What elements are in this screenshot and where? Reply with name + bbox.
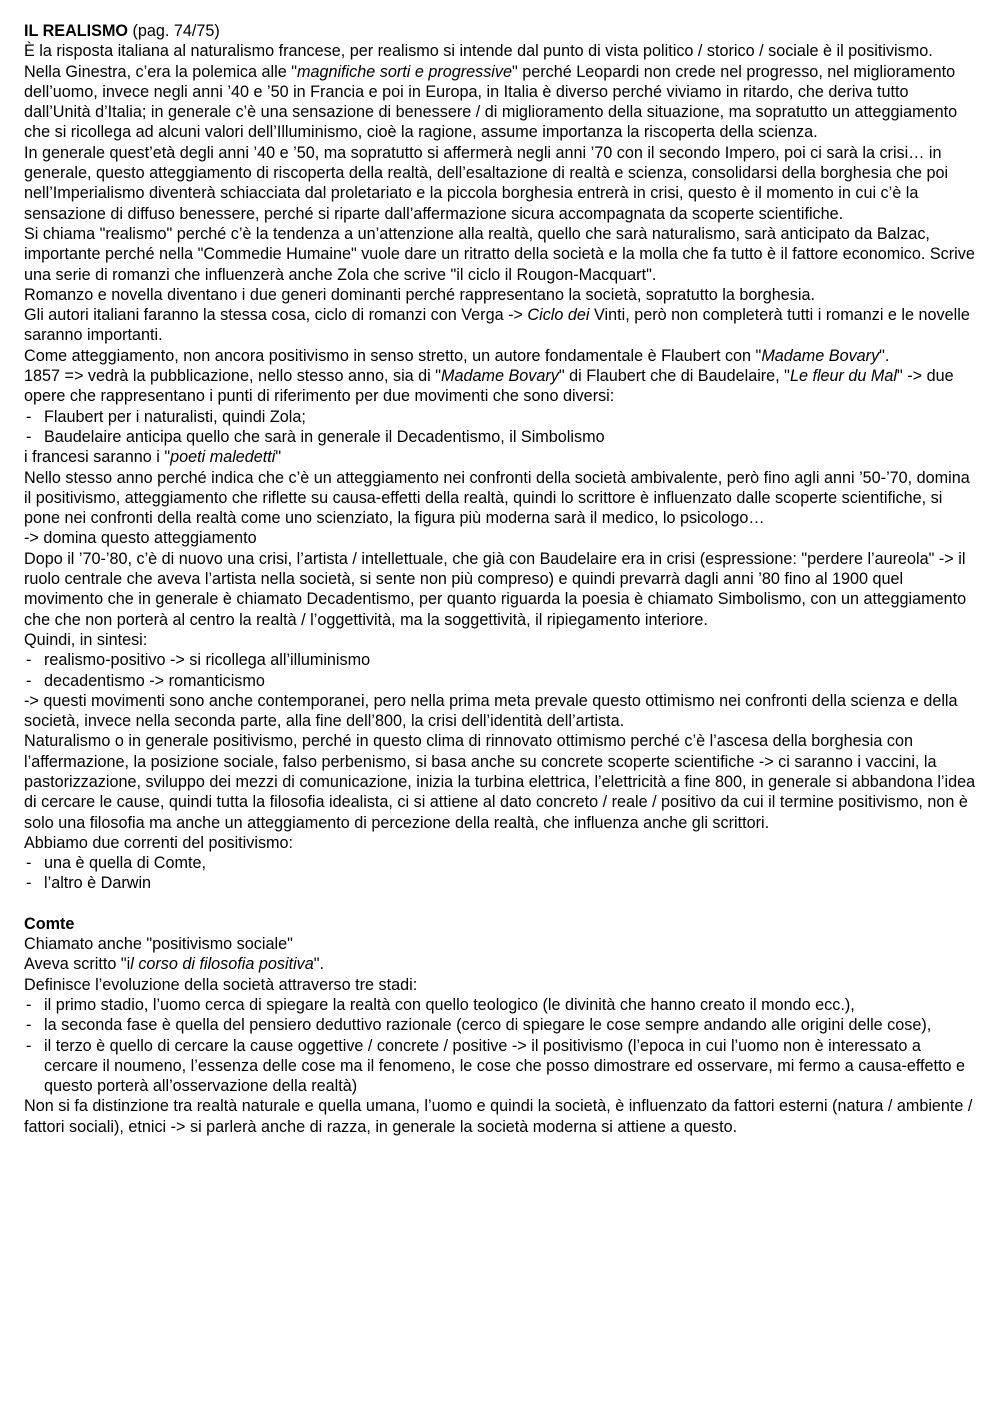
paragraph <box>24 447 978 467</box>
list-item <box>24 427 978 447</box>
text-run: Naturalismo o in generale positivismo, perché in questo clima di rinnovato ottimismo perché c’è l’ascesa della borghesia con l’affermazione, la posizione sociale, falso perbenismo, si basa anche su concrete scoperte scientifiche -> ci saranno i vaccini, la pastorizzazione, sviluppo dei mezzi di comunicazione, inizia la turbina elettrica, l’elettricità a fine 800, in generale si abbandona l’idea di cercare le cause, quindi tutta la filosofia idealista, ci si attiene al dato concreto / reale / positivo da cui il termine positivismo, non è solo una filosofia ma anche un atteggiamento di percezione della realtà, che influenza anche gli scrittori. <box>24 732 980 832</box>
text-run: Gli autori italiani faranno la stessa cosa, ciclo di romanzi con Verga -> <box>24 306 528 325</box>
paragraph <box>24 975 978 995</box>
text-run: Si chiama "realismo" perché c’è la tendenza a un’attenzione alla realtà, quello che sarà naturalismo, sarà anticipato da Balzac, importante perché nella "Commedie Humaine" vuole dare un ritratto della società e la molla che fa tutto è il fattore economico. Scrive una serie di romanzi che influenzerà anche Zola che scrive "il ciclo il Rougon-Macquart". <box>24 224 980 284</box>
text-run: Baudelaire anticipa quello che sarà in generale il Decadentismo, il Simbolismo <box>44 427 605 446</box>
list-item <box>24 671 978 691</box>
text-run: Dopo il ’70-’80, c’è di nuovo una crisi, l’artista / intellettuale, che già con Baudelaire era in crisi (espressione: "perdere l’aureola" -> il ruolo centrale che aveva l’artista nella società, si sente non più compreso) e quindi prevarrà dagli anni ’80 fino al 1900 quel movimento che in generale è chiamato Decadentismo, per quanto riguarda la poesia è chiamato Simbolismo, con un atteggiamento che che non porterà al centro la realtà / l’oggettività, ma la soggettività, il ripiegamento interiore. <box>24 549 971 629</box>
list-item <box>24 407 978 427</box>
text-run: Aveva scritto "i <box>24 955 131 974</box>
text-run: Nello stesso anno perché indica che c’è un atteggiamento nei confronti della società ambivalente, però fino agli anni ’50-’70, domina il positivismo, atteggiamento che riflette su causa-effetti della realtà, quindi lo scrittore è influenzato dalle scoperte scientifiche, si pone nei confronti della realtà come uno scienziato, la figura più moderna sarà il medico, lo psicologo… <box>24 468 975 528</box>
document-title <box>24 21 978 41</box>
italic-text: Le fleur du Mal <box>789 367 898 386</box>
italic-text: l corso di filosofia positiva <box>130 955 314 974</box>
paragraph <box>24 41 978 61</box>
section-heading <box>24 914 978 934</box>
paragraph <box>24 731 978 832</box>
paragraph <box>24 528 978 548</box>
paragraph <box>24 833 978 853</box>
text-run: Abbiamo due correnti del positivismo: <box>24 833 294 852</box>
paragraph <box>24 346 978 366</box>
paragraph <box>24 630 978 650</box>
paragraph <box>24 366 978 407</box>
list-item <box>24 995 978 1015</box>
dash-list <box>24 650 978 691</box>
italic-text: magnifiche sorti e progressive <box>296 62 512 81</box>
paragraph <box>24 934 978 954</box>
list-item <box>24 873 978 893</box>
dash-list <box>24 407 978 448</box>
paragraph <box>24 143 978 224</box>
text-run: (pag. 74/75) <box>128 22 220 40</box>
italic-text: Madame Bovary <box>761 346 880 365</box>
text-run: " perché Leopardi non crede nel progresso, nel miglioramento dell’uomo, invece negli anni ’40 e ’50 in Francia e poi in Europa, in Italia è diverso perché viviamo in ritardo, che deriva tutto dall’Unità d’Italia; in generale c’è una sensazione di benessere / di miglioramento della situazione, ma sopratutto un atteggiamento che si ricollega ad alcuni valori dell’Illuminismo, cioè la ragione, assume importanza la riscoperta della scienza. <box>24 62 962 142</box>
paragraph <box>24 224 978 285</box>
paragraph <box>24 549 978 630</box>
text-run: Quindi, in sintesi: <box>24 630 148 649</box>
dash-list <box>24 853 978 894</box>
section-spacer <box>24 894 978 914</box>
text-run: " -> due opere che rappresentano i punti di riferimento per due movimenti che sono diversi: <box>24 367 959 406</box>
dash-list <box>24 995 978 1096</box>
paragraph <box>24 62 978 143</box>
text-run: la seconda fase è quella del pensiero deduttivo razionale (cerco di spiegare le cose sempre andando alle origini delle cose), <box>44 1016 932 1035</box>
text-run: Nella Ginestra, c’era la polemica alle " <box>24 62 297 81</box>
text-run: " <box>275 448 282 467</box>
italic-text: poeti maledetti <box>170 448 276 467</box>
text-run: realismo-positivo -> si ricollega all’illuminismo <box>44 651 371 670</box>
text-run: Vinti, però non completerà tutti i romanzi e le novelle saranno importanti. <box>24 306 975 345</box>
list-item <box>24 1036 978 1097</box>
text-run: il primo stadio, l’uomo cerca di spiegare la realtà con quello teologico (le divinità che hanno creato il mondo ecc.), <box>44 995 855 1014</box>
paragraph <box>24 285 978 305</box>
list-item <box>24 1015 978 1035</box>
text-run: ". <box>313 955 325 974</box>
text-run: Come atteggiamento, non ancora positivismo in senso stretto, un autore fondamentale è Flaubert con " <box>24 346 762 365</box>
paragraph <box>24 1096 978 1137</box>
text-run: -> domina questo atteggiamento <box>24 529 257 548</box>
list-item <box>24 853 978 873</box>
text-run: È la risposta italiana al naturalismo francese, per realismo si intende dal punto di vista politico / storico / sociale è il positivismo. <box>24 42 933 61</box>
text-run: " di Flaubert che di Baudelaire, " <box>558 367 790 386</box>
text-run: una è quella di Comte, <box>44 854 206 873</box>
paragraph <box>24 954 978 974</box>
bold-text: Comte <box>24 914 75 933</box>
text-run: In generale quest’età degli anni ’40 e ’50, ma sopratutto si affermerà negli anni ’70 con il secondo Impero, poi ci sarà la crisi… in generale, questo atteggiamento di riscoperta della realtà, dell’esaltazione di realtà e scienza, consolidarsi della borghesia che poi nell’Imperialismo diventerà schiacciata dal proletariato e la piccola borghesia entrerà in crisi, questo è il momento in cui c’è la sensazione di diffuso benessere, perché si riparte dall’affermazione sicura accompagnata da scoperte scientifiche. <box>24 143 953 223</box>
text-run: Definisce l’evoluzione della società attraverso tre stadi: <box>24 975 418 994</box>
text-run: l’altro è Darwin <box>44 874 152 893</box>
list-item <box>24 650 978 670</box>
text-run: i francesi saranno i " <box>24 448 171 467</box>
text-run: Non si fa distinzione tra realtà naturale e quella umana, l’uomo e quindi la società, è influenzato da fattori esterni (natura / ambiente / fattori sociali), etnici -> si parlerà anche di razza, in generale la società moderna si attiene a questo. <box>24 1097 977 1136</box>
text-run: ". <box>879 346 890 365</box>
bold-text: IL REALISMO <box>24 22 129 40</box>
paragraph <box>24 305 978 346</box>
text-run: -> questi movimenti sono anche contemporanei, pero nella prima meta prevale questo ottimismo nei confronti della scienza e della società, invece nella seconda parte, alla fine dell’800, la crisi dell’identità dell’artista. <box>24 691 963 731</box>
text-run: Chiamato anche "positivismo sociale" <box>24 935 293 954</box>
paragraph <box>24 468 978 529</box>
italic-text: Madame Bovary <box>441 367 559 386</box>
text-run: decadentismo -> romanticismo <box>44 671 265 690</box>
paragraph <box>24 691 978 732</box>
italic-text: Ciclo dei <box>527 306 590 325</box>
text-run: Romanzo e novella diventano i due generi dominanti perché rappresentano la società, sopratutto la borghesia. <box>24 285 815 304</box>
text-run: Flaubert per i naturalisti, quindi Zola; <box>44 407 306 426</box>
text-run: il terzo è quello di cercare la cause oggettive / concrete / positive -> il positivismo (l’epoca in cui l’uomo non è interessato a cercare il noumeno, l’essenza delle cose ma il fenomeno, le cose che posso dimostrare ed osservare, mi fermo a causa-effetto e questo porterà all’osservazione della realtà) <box>44 1036 970 1096</box>
text-run: 1857 => vedrà la pubblicazione, nello stesso anno, sia di " <box>24 367 442 386</box>
